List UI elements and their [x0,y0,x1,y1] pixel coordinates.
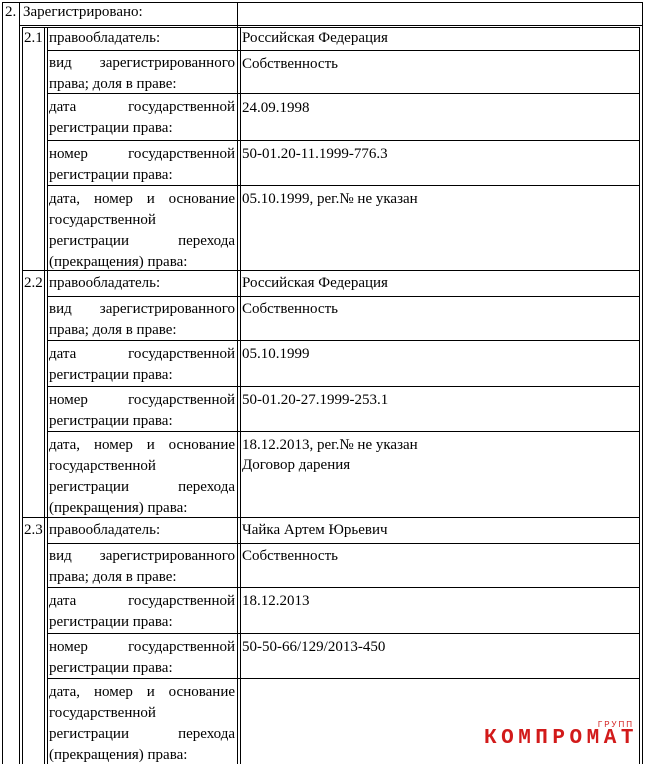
label-line: номер государственной [49,639,235,655]
label-line: государственной [49,705,156,721]
reg-number-label [49,637,235,679]
right-type-value: Собственность [242,56,338,72]
holder-value: Российская Федерация [242,30,388,46]
column-rule [240,27,241,764]
transfer-value: 05.10.1999, рег.№ не указан [242,191,418,207]
right-type-label [49,546,235,588]
label-line: номер государственной [49,392,235,408]
transfer-value: 18.12.2013, рег.№ не указан [242,437,418,453]
reg-number-label [49,144,235,186]
label-line: регистрации права: [49,614,173,630]
label-line: дата, номер и основание [49,191,235,207]
label-line: вид зарегистрированного [49,55,235,71]
holder-label: правообладатель: [49,275,161,291]
reg-date-label [49,344,235,386]
row-rule [47,386,640,387]
row-rule [47,633,640,634]
right-type-value: Собственность [242,301,338,317]
label-line: дата государственной [49,593,235,609]
column-rule [44,27,45,764]
row-rule [47,140,640,141]
label-line: дата государственной [49,346,235,362]
label-line: регистрации перехода [49,233,235,249]
label-line: права; доля в праве: [49,569,177,585]
label-line: регистрации перехода [49,479,235,495]
record-number: 2.3 [24,522,43,538]
transfer-label [49,435,235,519]
table-border-right [642,2,643,764]
section-title: Зарегистрировано: [23,4,143,20]
section-header-bottom [19,25,643,26]
reg-date-value: 18.12.2013 [242,593,310,609]
holder-value: Российская Федерация [242,275,388,291]
transfer-label [49,189,235,273]
reg-date-label [49,591,235,633]
label-line: государственной [49,212,156,228]
transfer-basis-value: Договор дарения [242,457,351,473]
label-line: (прекращения) права: [49,254,188,270]
column-rule [639,27,640,764]
label-line: регистрации права: [49,367,173,383]
row-rule [47,543,640,544]
row-rule [47,50,640,51]
right-type-label [49,53,235,95]
table-border-left [2,2,3,764]
label-line: (прекращения) права: [49,500,188,516]
label-line: номер государственной [49,146,235,162]
section-number: 2. [5,4,17,20]
label-line: государственной [49,458,156,474]
watermark-group-text: ГРУПП [597,720,634,729]
label-line: дата государственной [49,99,235,115]
label-line: регистрации права: [49,120,173,136]
column-rule [22,27,23,764]
holder-value: Чайка Артем Юрьевич [242,522,388,538]
label-line: регистрации права: [49,167,173,183]
row-rule [22,27,640,28]
holder-label: правообладатель: [49,30,161,46]
reg-date-value: 05.10.1999 [242,346,310,362]
column-rule [47,27,48,764]
reg-number-value: 50-01.20-27.1999-253.1 [242,392,389,408]
column-rule [19,2,20,764]
label-line: вид зарегистрированного [49,301,235,317]
row-rule [47,296,640,297]
kompromat-watermark-logo [484,720,644,760]
label-line: дата, номер и основание [49,684,235,700]
record-number: 2.1 [24,30,43,46]
label-line: права; доля в праве: [49,76,177,92]
reg-date-value: 24.09.1998 [242,100,310,116]
label-line: права; доля в праве: [49,322,177,338]
label-line: регистрации перехода [49,726,235,742]
reg-number-label [49,390,235,432]
label-line: регистрации права: [49,660,173,676]
holder-label: правообладатель: [49,522,161,538]
reg-number-value: 50-50-66/129/2013-450 [242,639,386,655]
right-type-value: Собственность [242,548,338,564]
label-line: дата, номер и основание [49,437,235,453]
reg-number-value: 50-01.20-11.1999-776.3 [242,146,388,162]
label-line: (прекращения) права: [49,747,188,763]
record-number: 2.2 [24,275,43,291]
column-rule [237,2,238,764]
reg-date-label [49,97,235,139]
transfer-label [49,682,235,766]
watermark-brand-text: КОМПРОМАТ [484,727,638,750]
right-type-label [49,299,235,341]
label-line: вид зарегистрированного [49,548,235,564]
label-line: регистрации права: [49,413,173,429]
